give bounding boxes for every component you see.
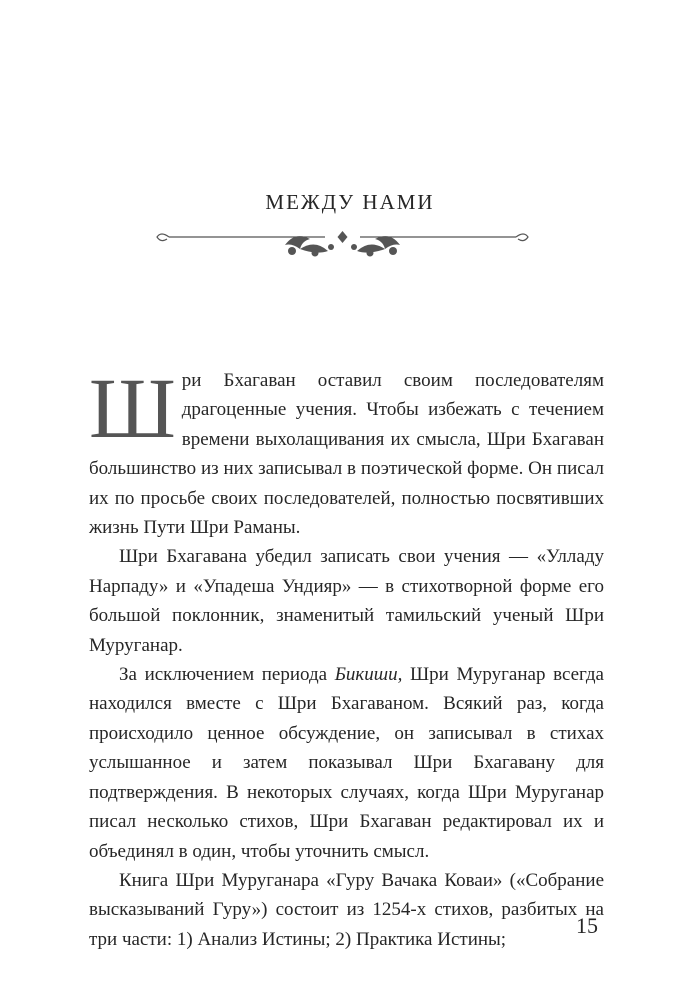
paragraph-text: За исключением периода <box>119 664 335 686</box>
paragraph <box>89 866 604 954</box>
paragraph-text: ри Бхагаван оставил своим последователям драгоценные учения. Чтобы избежать с течением времени выхолащивания их смысла, Шри Бхагаван большинство из них записывал в поэтической форме. Он писал их по просьбе своих последователей, полностью посвятивших жизнь Пути Шри Раманы. <box>89 370 604 539</box>
paragraph-text: Книга Шри Муруганара «Гуру Вачака Коваи» («Собрание высказываний Гуру») состоит из 1254-х стихов, разбитых на три части: 1) Анализ Истины; 2) Практика Истины; <box>89 869 604 950</box>
chapter-title: МЕЖДУ НАМИ <box>265 190 435 214</box>
paragraph <box>89 360 604 542</box>
body-text <box>89 360 604 954</box>
paragraph <box>89 542 604 660</box>
title-ornament <box>155 225 530 261</box>
paragraph-text: Шри Бхагавана убедил записать свои учения — «Улладу Нарпаду» и «Упадеша Ундияр» — в стихотворной форме его большой поклонник, знаменитый тамильский ученый Шри Муруганар. <box>89 546 604 656</box>
paragraph-text: Шри Муруганар всегда находился вместе с Шри Бхагаваном. Всякий раз, когда происходило ценное обсуждение, он записывал в стихах услышанное и затем показывал Шри Бхагавану для подтверждения. В некоторых случаях, когда Шри Муруганар писал несколько стихов, Шри Бхагаван редактировал их и объединял в один, чтобы уточнить смысл. <box>89 664 604 862</box>
page-number: 15 <box>576 913 598 938</box>
paragraph <box>89 660 604 866</box>
italic-term: Бикиши, <box>334 664 403 686</box>
drop-cap: Ш <box>89 360 176 456</box>
